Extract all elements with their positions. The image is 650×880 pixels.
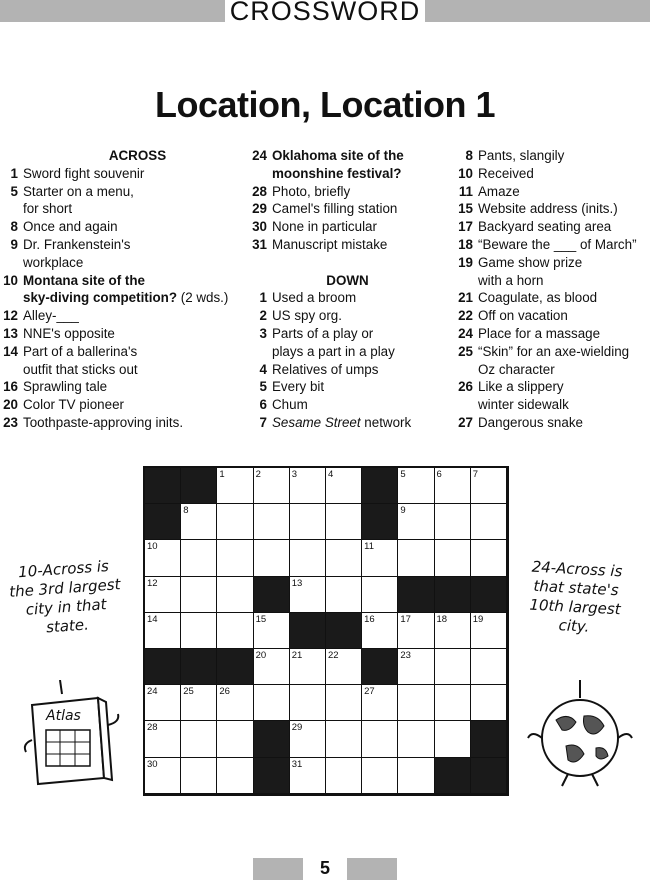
clue-text: with a horn [478,272,544,288]
clue-text: moonshine festival? [272,165,402,181]
grid-cell[interactable] [145,721,181,757]
clue-number: 16 [3,379,18,395]
grid-block [362,504,398,540]
clue-text: Like a slippery [478,379,564,395]
grid-cell[interactable] [290,468,326,504]
clue-number: 8 [465,148,473,163]
clue-number: 20 [3,397,18,413]
clue-number: 3 [259,325,267,341]
clue-number: 5 [10,183,18,199]
grid-cell[interactable] [326,504,362,540]
grid-block [435,577,471,613]
down-clue-27 [450,414,650,432]
clue-number [0,289,18,307]
clue-number [0,254,18,272]
across-clue-14 [0,343,245,379]
grid-cell[interactable] [290,721,326,757]
clue-heading: ACROSS [108,148,167,163]
grid-cell[interactable] [181,721,217,757]
down-clue-8 [450,147,650,165]
clue-text: Toothpaste-approving inits. [23,414,184,430]
clue-number [0,200,18,218]
clue-text: Manuscript mistake [272,236,388,252]
grid-cell[interactable] [362,758,398,794]
grid-block [398,577,434,613]
clue-text: Chum [272,397,308,413]
clue-text: Dr. Frankenstein's [23,236,131,252]
grid-cell[interactable] [435,504,471,540]
grid-cell[interactable] [471,504,507,540]
grid-cell[interactable] [290,649,326,685]
cell-number: 20 [255,649,267,661]
clue-text: “Skin” for an axe-wielding [478,343,630,359]
grid-cell[interactable] [435,613,471,649]
cell-number: 1 [219,469,225,480]
clue-number: 8 [10,219,18,235]
clue-text: Part of a ballerina's [23,343,138,359]
clue-number: 15 [458,201,473,217]
clue-number: 28 [252,183,267,199]
cell-number: 19 [472,613,484,625]
header-bar-left [0,0,225,22]
clue-number: 14 [3,343,18,359]
grid-block [254,758,290,794]
grid-cell[interactable] [217,540,253,576]
grid-cell[interactable] [398,758,434,794]
clue-text: Photo, briefly [272,183,351,199]
grid-cell[interactable] [254,468,290,504]
grid-cell[interactable] [254,540,290,576]
down-clue-4 [245,361,450,379]
grid-block [471,721,507,757]
grid-cell[interactable] [398,504,434,540]
grid-cell[interactable] [471,468,507,504]
clue-text: sky-diving competition? (2 wds.) [23,290,229,306]
grid-cell[interactable] [362,613,398,649]
down-clue-17 [450,218,650,236]
clue-number: 17 [458,219,473,235]
clue-number: 11 [458,183,473,199]
clue-number [245,343,267,361]
grid-block [326,613,362,649]
across-clue-28 [245,183,450,201]
cell-number: 6 [436,469,442,480]
clue-text: Montana site of the [23,272,146,288]
clue-number: 4 [259,361,267,377]
grid-block [290,613,326,649]
clue-number [245,165,267,183]
clue-number: 19 [458,254,473,270]
clue-text: plays a part in a play [272,343,395,359]
grid-cell[interactable] [217,468,253,504]
clue-number: 30 [252,219,267,235]
grid-cell[interactable] [326,685,362,721]
grid-cell[interactable] [181,577,217,613]
cell-number: 10 [147,541,158,553]
clue-column-2 [245,147,450,432]
clue-number [450,361,473,379]
cell-number: 9 [400,505,406,517]
down-clue-21 [450,289,650,307]
grid-cell[interactable] [326,758,362,794]
clue-number: 24 [458,325,473,341]
cell-number: 23 [400,649,411,661]
down-clue-1 [245,289,450,307]
grid-cell[interactable] [398,613,434,649]
grid-cell[interactable] [217,685,253,721]
cell-number: 12 [147,577,158,589]
clue-number: 24 [252,148,267,163]
grid-cell[interactable] [398,540,434,576]
cell-number: 5 [400,469,406,480]
note-right: 24-Across is that state's 10th largest city. [529,557,623,636]
clue-number: 18 [458,236,473,252]
down-clue-3 [245,325,450,361]
down-clue-22 [450,307,650,325]
grid-cell[interactable] [398,685,434,721]
clue-number: 7 [259,414,267,430]
down-clue-7 [245,414,450,432]
clue-number: 23 [3,414,18,430]
grid-cell[interactable] [326,540,362,576]
grid-cell[interactable] [181,685,217,721]
clue-text: US spy org. [272,308,342,324]
section-title: CROSSWORD [229,0,421,26]
clue-text: Every bit [272,379,325,395]
grid-block [254,721,290,757]
cell-number: 11 [364,541,374,553]
puzzle-title: Location, Location 1 [154,84,495,125]
down-clue-5 [245,378,450,396]
clue-text: Coagulate, as blood [478,290,598,306]
across-clue-23 [0,414,245,432]
cell-number: 3 [291,469,298,480]
grid-cell[interactable] [326,649,362,685]
grid-cell[interactable] [326,721,362,757]
grid-cell[interactable] [471,540,507,576]
grid-cell[interactable] [435,649,471,685]
grid-cell[interactable] [435,468,471,504]
atlas-label: Atlas [46,708,81,724]
across-clue-12 [0,307,245,325]
grid-cell[interactable] [217,613,253,649]
clue-number: 10 [3,272,18,288]
grid-cell[interactable] [435,721,471,757]
grid-block [181,649,217,685]
cell-number: 27 [364,686,375,698]
clue-text: Color TV pioneer [23,397,124,413]
cell-number: 22 [327,649,339,661]
grid-cell[interactable] [290,504,326,540]
grid-cell[interactable] [145,577,181,613]
grid-cell[interactable] [471,685,507,721]
clue-text: Off on vacation [478,308,568,324]
clue-number [450,272,473,290]
clue-text: Sprawling tale [23,379,108,395]
clue-text: Website address (inits.) [478,201,618,217]
across-clue-16 [0,378,245,396]
down-clue-18 [450,236,650,254]
down-clue-19 [450,254,650,290]
cell-number: 29 [291,722,303,734]
across-clue-30 [245,218,450,236]
down-clue-24 [450,325,650,343]
grid-block [435,758,471,794]
clue-text: NNE's opposite [23,325,115,341]
across-clue-9 [0,236,245,272]
clue-number: 10 [458,165,473,181]
clue-number: 12 [3,308,18,324]
grid-cell[interactable] [290,540,326,576]
grid-cell[interactable] [435,685,471,721]
down-clue-25 [450,343,650,379]
grid-cell[interactable] [290,758,326,794]
clue-text: Backyard seating area [478,219,612,235]
grid-cell[interactable] [290,685,326,721]
clue-text: None in particular [272,219,377,235]
cell-number: 7 [472,469,478,480]
clue-number: 1 [10,165,18,181]
clue-text: Place for a massage [478,325,601,341]
grid-cell[interactable] [362,721,398,757]
grid-cell[interactable] [254,613,290,649]
cell-number: 24 [147,686,158,698]
grid-cell[interactable] [290,577,326,613]
globe-icon [518,680,638,790]
atlas-book-icon [20,680,130,790]
grid-cell[interactable] [217,577,253,613]
clue-column-1 [0,147,245,432]
grid-block [471,577,507,613]
cell-number: 21 [291,649,303,661]
clue-text: Sesame Street network [272,414,412,430]
cell-number: 8 [183,505,189,517]
grid-cell[interactable] [362,577,398,613]
footer-bar-left [253,858,303,880]
cell-number: 14 [147,613,158,625]
clue-heading: DOWN [326,272,369,288]
across-clue-29 [245,200,450,218]
grid-cell[interactable] [181,758,217,794]
page-number: 5 [319,858,330,878]
down-clue-26 [450,378,650,414]
cell-number: 4 [327,469,334,480]
clue-text: Dangerous snake [478,414,583,430]
grid-cell[interactable] [362,685,398,721]
down-clue-2 [245,307,450,325]
grid-block [471,758,507,794]
clue-text: “Beware the ___ of March” [478,236,637,252]
clue-text: outfit that sticks out [23,361,138,377]
clue-number [0,361,18,379]
grid-cell[interactable] [181,504,217,540]
grid-cell[interactable] [471,613,507,649]
clue-text: Parts of a play or [272,325,374,341]
grid-block [362,649,398,685]
grid-cell[interactable] [398,721,434,757]
grid-cell[interactable] [326,468,362,504]
grid-cell[interactable] [145,540,181,576]
clue-text: winter sidewalk [478,397,569,413]
across-clue-13 [0,325,245,343]
clue-text: Sword fight souvenir [23,165,145,181]
grid-cell[interactable] [471,649,507,685]
grid-block [254,577,290,613]
across-clue-24 [245,147,450,183]
clue-number: 9 [10,236,18,252]
grid-cell[interactable] [254,649,290,685]
clue-text: Starter on a menu, [23,183,134,199]
clue-number: 29 [252,201,267,217]
grid-cell[interactable] [145,685,181,721]
cell-number: 18 [436,613,448,625]
clue-number: 27 [458,414,473,430]
clue-number: 21 [458,290,473,306]
grid-block [181,468,217,504]
clue-number: 6 [259,397,267,413]
clue-number: 25 [458,343,473,359]
across-clue-10 [0,272,245,308]
grid-block [217,649,253,685]
clue-text: workplace [23,254,84,270]
down-clue-6 [245,396,450,414]
clue-number [450,396,473,414]
across-clue-8 [0,218,245,236]
grid-block [145,504,181,540]
down-clue-11 [450,183,650,201]
grid-cell[interactable] [254,504,290,540]
cell-number: 28 [147,722,158,734]
crossword-grid [143,466,509,796]
grid-cell[interactable] [398,649,434,685]
clue-number: 5 [259,379,267,395]
grid-block [145,468,181,504]
clue-text: for short [23,201,73,217]
grid-cell[interactable] [326,577,362,613]
clue-number: 22 [458,308,473,324]
clue-number: 1 [259,290,267,306]
grid-cell[interactable] [435,540,471,576]
grid-block [362,468,398,504]
grid-cell[interactable] [254,685,290,721]
grid-cell[interactable] [398,468,434,504]
cell-number: 26 [219,686,230,698]
across-clue-5 [0,183,245,219]
cell-number: 31 [291,758,303,770]
across-clue-1 [0,165,245,183]
cell-number: 30 [147,758,158,770]
grid-cell[interactable] [145,613,181,649]
cell-number: 16 [364,613,375,625]
cell-number: 13 [291,577,303,589]
clue-text: Alley-___ [23,308,79,324]
clue-text: Camel's filling station [272,201,398,217]
across-clue-20 [0,396,245,414]
footer-bar-right [347,858,397,880]
clue-text: Oz character [478,361,555,377]
header-bar-right [425,0,650,22]
clue-number: 2 [259,308,267,324]
grid-cell[interactable] [217,758,253,794]
note-left: 10-Across is the 3rd largest city in that state. [8,556,121,637]
cell-number: 15 [255,613,267,625]
clue-number: 31 [252,236,267,252]
down-clue-15 [450,200,650,218]
cell-number: 25 [183,686,194,698]
clue-text: Relatives of umps [272,361,379,377]
clue-text: Used a broom [272,290,357,306]
down-clue-10 [450,165,650,183]
grid-cell[interactable] [145,758,181,794]
across-clue-31 [245,236,450,254]
grid-block [145,649,181,685]
grid-cell[interactable] [181,613,217,649]
clue-text: Game show prize [478,254,583,270]
clue-text: Oklahoma site of the [272,148,404,163]
clue-text: Once and again [23,219,118,235]
cell-number: 17 [400,613,411,625]
clue-text: Amaze [478,183,520,199]
grid-cell[interactable] [217,721,253,757]
grid-cell[interactable] [181,540,217,576]
grid-cell[interactable] [217,504,253,540]
grid-cell[interactable] [362,540,398,576]
clue-text: Pants, slangily [478,148,565,163]
cell-number: 2 [255,469,261,480]
clue-column-3 [450,147,650,432]
clue-number: 26 [458,379,473,395]
clue-number: 13 [3,325,18,341]
clue-text: Received [478,165,534,181]
